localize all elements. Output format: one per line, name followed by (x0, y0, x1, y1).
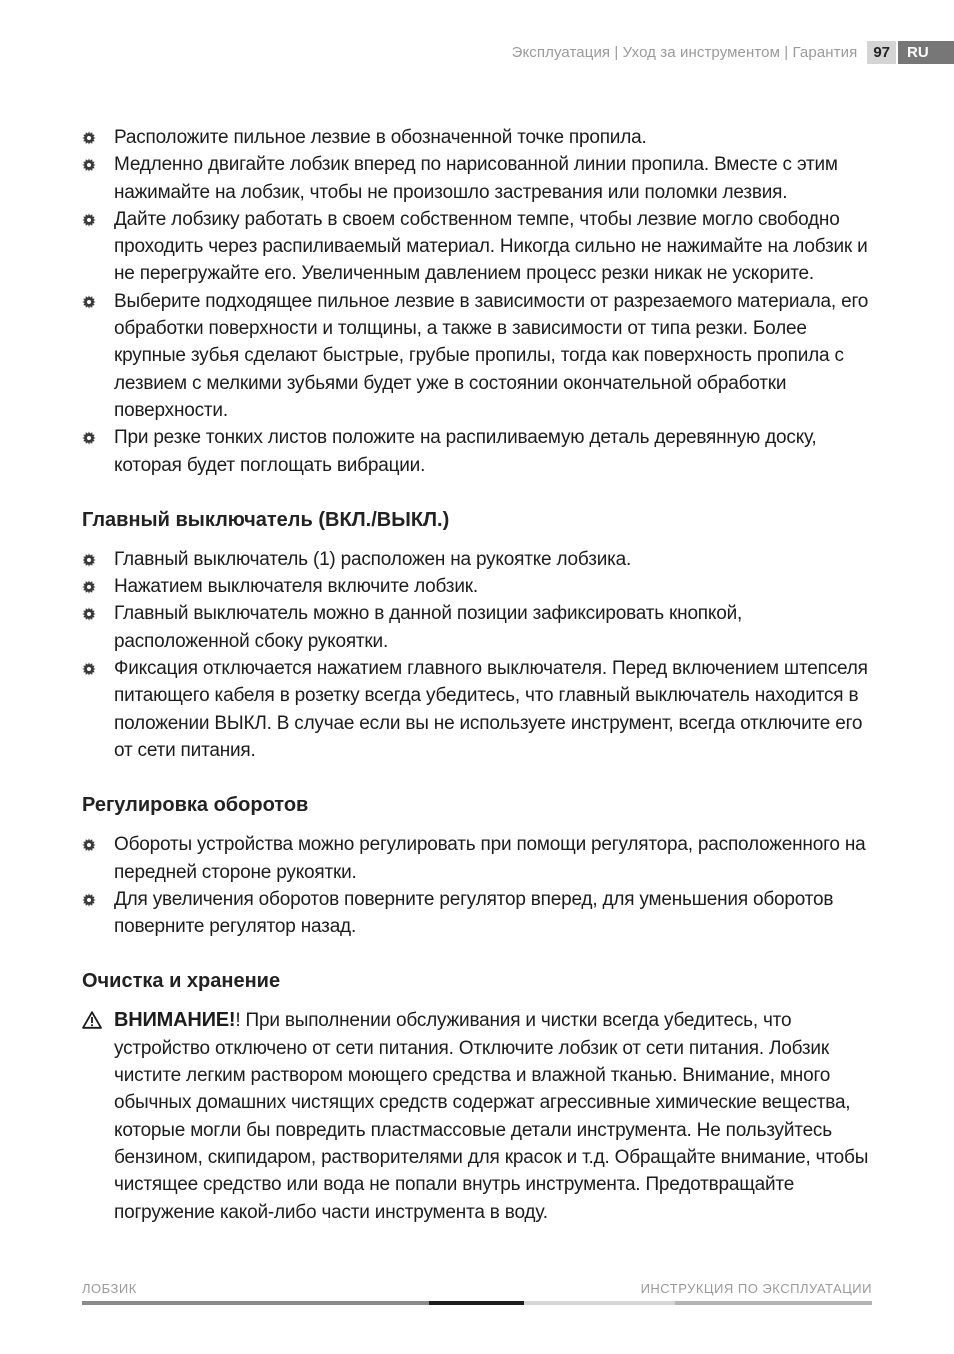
footer-bar-segment (82, 1301, 429, 1305)
gear-bullet-icon (82, 553, 96, 567)
list-item (82, 288, 882, 424)
gear-bullet-icon (82, 662, 96, 676)
footer-product-name: ЛОБЗИК (82, 1281, 137, 1296)
gear-bullet-icon (82, 295, 96, 309)
warning-triangle-icon (82, 1011, 102, 1029)
footer-manual-title: ИНСТРУКЦИЯ ПО ЭКСПЛУАТАЦИИ (640, 1281, 872, 1296)
switch-bullet-list (82, 546, 882, 764)
footer-bar-segment (675, 1301, 872, 1305)
gear-bullet-icon (82, 431, 96, 445)
gear-bullet-icon (82, 213, 96, 227)
list-item-text: Главный выключатель можно в данной позиции зафиксировать кнопкой, расположенной сбоку рукоятки. (114, 603, 743, 652)
page-header (512, 41, 954, 64)
gear-bullet-icon (82, 131, 96, 145)
list-item-text: Дайте лобзику работать в своем собственном темпе, чтобы лезвие могло свободно проходить через распиливаемый материал. Никогда сильно не нажимайте на лобзик и не перегружайте его. Увеличенным давлением процесс резки никак не ускорите. (114, 208, 868, 285)
list-item-text: Фиксация отключается нажатием главного выключателя. Перед включением штепселя питающего кабеля в розетку всегда убедитесь, что главный выключатель находится в положении ВЫКЛ. В случае если вы не используете инструмент, всегда отключите его от сети питания. (114, 658, 868, 761)
list-item (82, 206, 882, 288)
gear-bullet-icon (82, 838, 96, 852)
main-content (82, 124, 882, 1226)
gear-bullet-icon (82, 158, 96, 172)
list-item (82, 424, 882, 479)
footer-bar-segment (429, 1301, 524, 1305)
list-item-text: Выберите подходящее пильное лезвие в зависимости от разрезаемого материала, его обработки поверхности и толщины, а также в зависимости от типа резки. Более крупные зубья сделают быстрые, грубые пропилы, тогда как поверхность пропила с лезвием с мелкими зубьями будет уже в состоянии окончательной обработки поверхности. (114, 290, 869, 421)
intro-bullet-list (82, 124, 882, 479)
section-heading-main-switch: Главный выключатель (ВКЛ./ВЫКЛ.) (82, 508, 450, 531)
list-item-text: При резке тонких листов положите на распиливаемую деталь деревянную доску, которая будет поглощать вибрации. (114, 427, 817, 476)
list-item-text: Обороты устройства можно регулировать при помощи регулятора, расположенного на передней стороне рукоятки. (114, 834, 866, 883)
speed-bullet-list (82, 831, 882, 940)
warning-block (82, 1007, 882, 1225)
list-item-text: Главный выключатель (1) расположен на рукоятке лобзика. (114, 548, 632, 570)
list-item (82, 886, 882, 941)
footer-bar-segment (524, 1301, 675, 1305)
list-item (82, 124, 882, 151)
section-heading-cleaning: Очистка и хранение (82, 970, 281, 993)
gear-bullet-icon (82, 893, 96, 907)
gear-bullet-icon (82, 580, 96, 594)
list-item-text: Медленно двигайте лобзик вперед по нарисованной линии пропила. Вместе с этим нажимайте на лобзик, чтобы не произошло застревания или поломки лезвия. (114, 154, 838, 203)
list-item-text: Расположите пильное лезвие в обозначенной точке пропила. (114, 127, 647, 148)
list-item (82, 831, 882, 886)
list-item-text: Нажатием выключателя включите лобзик. (114, 576, 478, 598)
section-heading-speed-control: Регулировка оборотов (82, 794, 309, 817)
list-item (82, 151, 882, 206)
page-number: 97 (867, 41, 896, 64)
list-item (82, 573, 882, 600)
warning-label: ВНИМАНИЕ! (114, 1009, 236, 1032)
gear-bullet-icon (82, 607, 96, 621)
header-title: Эксплуатация | Уход за инструментом | Гарантия (511, 44, 858, 61)
list-item (82, 546, 882, 573)
warning-text: ! При выполнении обслуживания и чистки всегда убедитесь, что устройство отключено от сети питания. Отключите лобзик от сети питания. Лобзик чистите легким раствором моющего средства и влажной тканью. Внимание, много обычных домашних чистящих средств содержат агрессивные химические вещества, которые могли бы повредить пластмассовые детали инструмента. Не пользуйтесь бензином, скипидаром, растворителями для красок и т.д. Обращайте внимание, чтобы чистящее средство или вода не попали внутрь инструмента. Предотвращайте погружение какой-либо части инструмента в воду. (114, 1010, 869, 1223)
list-item-text: Для увеличения оборотов поверните регулятор вперед, для уменьшения оборотов поверните регулятор назад. (114, 888, 834, 938)
list-item (82, 655, 882, 764)
list-item (82, 600, 882, 655)
language-tab: RU (898, 41, 954, 64)
